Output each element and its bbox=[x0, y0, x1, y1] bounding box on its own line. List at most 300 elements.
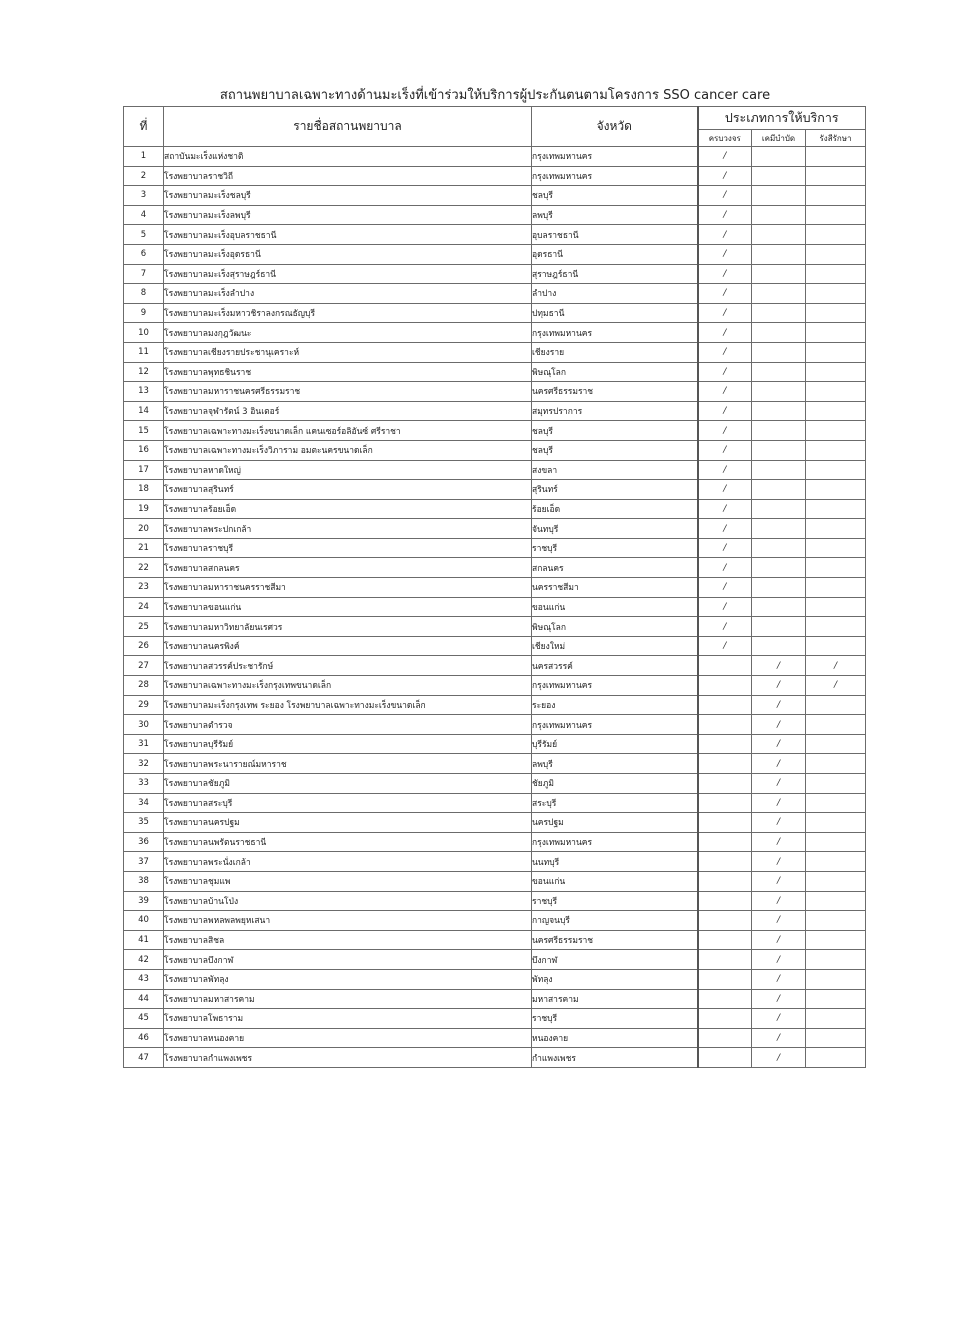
radiotherapy-mark bbox=[806, 774, 866, 794]
row-number: 10 bbox=[124, 323, 164, 343]
table-row bbox=[124, 147, 866, 167]
row-number: 35 bbox=[124, 813, 164, 833]
hospital-name: โรงพยาบาลกำแพงเพชร bbox=[164, 1048, 532, 1068]
table-row bbox=[124, 460, 866, 480]
table-row bbox=[124, 323, 866, 343]
province: กาญจนบุรี bbox=[532, 911, 698, 931]
radiotherapy-mark: / bbox=[806, 676, 866, 696]
comprehensive-mark bbox=[698, 1028, 752, 1048]
comprehensive-mark: / bbox=[698, 401, 752, 421]
table-row bbox=[124, 205, 866, 225]
radiotherapy-mark bbox=[806, 832, 866, 852]
table-row bbox=[124, 754, 866, 774]
hospital-name: โรงพยาบาลมหาสารคาม bbox=[164, 989, 532, 1009]
comprehensive-mark: / bbox=[698, 147, 752, 167]
comprehensive-mark: / bbox=[698, 636, 752, 656]
comprehensive-mark: / bbox=[698, 166, 752, 186]
province: ระยอง bbox=[532, 695, 698, 715]
hospital-name: โรงพยาบาลหาดใหญ่ bbox=[164, 460, 532, 480]
hospital-name: โรงพยาบาลมะเร็งลพบุรี bbox=[164, 205, 532, 225]
chemotherapy-mark: / bbox=[752, 813, 806, 833]
comprehensive-mark: / bbox=[698, 499, 752, 519]
radiotherapy-mark bbox=[806, 538, 866, 558]
province: ชลบุรี bbox=[532, 421, 698, 441]
hospital-name: โรงพยาบาลมะเร็งกรุงเทพ ระยอง โรงพยาบาลเฉพาะทางมะเร็งขนาดเล็ก bbox=[164, 695, 532, 715]
comprehensive-mark: / bbox=[698, 538, 752, 558]
row-number: 9 bbox=[124, 303, 164, 323]
hospital-name: โรงพยาบาลมหาราชนครศรีธรรมราช bbox=[164, 382, 532, 402]
table-row bbox=[124, 695, 866, 715]
radiotherapy-mark bbox=[806, 323, 866, 343]
province: กำแพงเพชร bbox=[532, 1048, 698, 1068]
radiotherapy-mark bbox=[806, 1028, 866, 1048]
row-number: 7 bbox=[124, 264, 164, 284]
comprehensive-mark bbox=[698, 989, 752, 1009]
hospital-name: โรงพยาบาลราชวิถี bbox=[164, 166, 532, 186]
chemotherapy-mark bbox=[752, 597, 806, 617]
table-row bbox=[124, 1048, 866, 1068]
hospital-name: โรงพยาบาลราชบุรี bbox=[164, 538, 532, 558]
chemotherapy-mark: / bbox=[752, 695, 806, 715]
radiotherapy-mark bbox=[806, 578, 866, 598]
comprehensive-mark bbox=[698, 950, 752, 970]
hospital-name: โรงพยาบาลพระนั่งเกล้า bbox=[164, 852, 532, 872]
province: ราชบุรี bbox=[532, 1009, 698, 1029]
table-row bbox=[124, 793, 866, 813]
chemotherapy-mark bbox=[752, 519, 806, 539]
radiotherapy-mark bbox=[806, 617, 866, 637]
row-number: 36 bbox=[124, 832, 164, 852]
province: นนทบุรี bbox=[532, 852, 698, 872]
radiotherapy-mark bbox=[806, 303, 866, 323]
comprehensive-mark bbox=[698, 930, 752, 950]
chemotherapy-mark bbox=[752, 578, 806, 598]
chemotherapy-mark bbox=[752, 205, 806, 225]
province: ปทุมธานี bbox=[532, 303, 698, 323]
table-row bbox=[124, 969, 866, 989]
table-body bbox=[124, 147, 866, 1068]
table-row bbox=[124, 676, 866, 696]
province: อุบลราชธานี bbox=[532, 225, 698, 245]
radiotherapy-mark: / bbox=[806, 656, 866, 676]
row-number: 8 bbox=[124, 284, 164, 304]
table-row bbox=[124, 303, 866, 323]
chemotherapy-mark bbox=[752, 460, 806, 480]
hospital-name: โรงพยาบาลมะเร็งชลบุรี bbox=[164, 186, 532, 206]
chemotherapy-mark bbox=[752, 225, 806, 245]
table-row bbox=[124, 930, 866, 950]
comprehensive-mark bbox=[698, 832, 752, 852]
province: กรุงเทพมหานคร bbox=[532, 147, 698, 167]
radiotherapy-mark bbox=[806, 813, 866, 833]
table-row bbox=[124, 734, 866, 754]
table-row bbox=[124, 950, 866, 970]
comprehensive-mark: / bbox=[698, 480, 752, 500]
comprehensive-mark bbox=[698, 891, 752, 911]
row-number: 34 bbox=[124, 793, 164, 813]
chemotherapy-mark bbox=[752, 323, 806, 343]
radiotherapy-mark bbox=[806, 558, 866, 578]
radiotherapy-mark bbox=[806, 989, 866, 1009]
province: ราชบุรี bbox=[532, 538, 698, 558]
hospital-name: โรงพยาบาลพัทลุง bbox=[164, 969, 532, 989]
province: พัทลุง bbox=[532, 969, 698, 989]
province: สระบุรี bbox=[532, 793, 698, 813]
table-row bbox=[124, 225, 866, 245]
comprehensive-mark bbox=[698, 852, 752, 872]
row-number: 13 bbox=[124, 382, 164, 402]
chemotherapy-mark bbox=[752, 147, 806, 167]
radiotherapy-mark bbox=[806, 460, 866, 480]
comprehensive-mark: / bbox=[698, 597, 752, 617]
table-row bbox=[124, 989, 866, 1009]
table-row bbox=[124, 774, 866, 794]
comprehensive-mark: / bbox=[698, 382, 752, 402]
chemotherapy-mark bbox=[752, 421, 806, 441]
table-row bbox=[124, 421, 866, 441]
chemotherapy-mark: / bbox=[752, 774, 806, 794]
chemotherapy-mark bbox=[752, 362, 806, 382]
row-number: 43 bbox=[124, 969, 164, 989]
table-row bbox=[124, 558, 866, 578]
comprehensive-mark bbox=[698, 656, 752, 676]
chemotherapy-mark: / bbox=[752, 969, 806, 989]
table-row bbox=[124, 578, 866, 598]
province: จันทบุรี bbox=[532, 519, 698, 539]
row-number: 12 bbox=[124, 362, 164, 382]
comprehensive-mark bbox=[698, 695, 752, 715]
row-number: 31 bbox=[124, 734, 164, 754]
radiotherapy-mark bbox=[806, 225, 866, 245]
table-row bbox=[124, 382, 866, 402]
province: กรุงเทพมหานคร bbox=[532, 832, 698, 852]
province: นครศรีธรรมราช bbox=[532, 382, 698, 402]
comprehensive-mark bbox=[698, 1009, 752, 1029]
radiotherapy-mark bbox=[806, 205, 866, 225]
row-number: 29 bbox=[124, 695, 164, 715]
province: กรุงเทพมหานคร bbox=[532, 676, 698, 696]
chemotherapy-mark: / bbox=[752, 1048, 806, 1068]
radiotherapy-mark bbox=[806, 969, 866, 989]
row-number: 16 bbox=[124, 440, 164, 460]
hospital-name: โรงพยาบาลร้อยเอ็ด bbox=[164, 499, 532, 519]
chemotherapy-mark bbox=[752, 499, 806, 519]
table-row bbox=[124, 597, 866, 617]
province: สมุทรปราการ bbox=[532, 401, 698, 421]
comprehensive-mark: / bbox=[698, 342, 752, 362]
chemotherapy-mark: / bbox=[752, 852, 806, 872]
row-number: 25 bbox=[124, 617, 164, 637]
row-number: 3 bbox=[124, 186, 164, 206]
province: สุรินทร์ bbox=[532, 480, 698, 500]
hospital-name: โรงพยาบาลตำรวจ bbox=[164, 715, 532, 735]
table-row bbox=[124, 440, 866, 460]
province: นครปฐม bbox=[532, 813, 698, 833]
comprehensive-mark bbox=[698, 676, 752, 696]
table-row bbox=[124, 186, 866, 206]
row-number: 1 bbox=[124, 147, 164, 167]
comprehensive-mark: / bbox=[698, 323, 752, 343]
radiotherapy-mark bbox=[806, 734, 866, 754]
radiotherapy-mark bbox=[806, 166, 866, 186]
hospital-name: โรงพยาบาลนพรัตนราชธานี bbox=[164, 832, 532, 852]
province: กรุงเทพมหานคร bbox=[532, 166, 698, 186]
radiotherapy-mark bbox=[806, 284, 866, 304]
province: ร้อยเอ็ด bbox=[532, 499, 698, 519]
chemotherapy-mark: / bbox=[752, 891, 806, 911]
table-row bbox=[124, 715, 866, 735]
hospital-name: โรงพยาบาลชุมแพ bbox=[164, 871, 532, 891]
comprehensive-mark: / bbox=[698, 205, 752, 225]
table-row bbox=[124, 1009, 866, 1029]
hospital-name: โรงพยาบาลมงกุฎวัฒนะ bbox=[164, 323, 532, 343]
chemotherapy-mark: / bbox=[752, 676, 806, 696]
province: ลพบุรี bbox=[532, 205, 698, 225]
comprehensive-mark: / bbox=[698, 578, 752, 598]
province: พิษณุโลก bbox=[532, 362, 698, 382]
radiotherapy-mark bbox=[806, 519, 866, 539]
radiotherapy-mark bbox=[806, 480, 866, 500]
radiotherapy-mark bbox=[806, 715, 866, 735]
radiotherapy-mark bbox=[806, 950, 866, 970]
hospital-name: โรงพยาบาลสุรินทร์ bbox=[164, 480, 532, 500]
hospital-name: โรงพยาบาลพหลพลพยุหเสนา bbox=[164, 911, 532, 931]
row-number: 17 bbox=[124, 460, 164, 480]
province: บึงกาฬ bbox=[532, 950, 698, 970]
province: ขอนแก่น bbox=[532, 871, 698, 891]
header-hospital-name: รายชื่อสถานพยาบาล bbox=[164, 107, 532, 147]
radiotherapy-mark bbox=[806, 244, 866, 264]
hospital-name: โรงพยาบาลมะเร็งมหาวชิราลงกรณธัญบุรี bbox=[164, 303, 532, 323]
comprehensive-mark: / bbox=[698, 186, 752, 206]
radiotherapy-mark bbox=[806, 793, 866, 813]
radiotherapy-mark bbox=[806, 695, 866, 715]
row-number: 46 bbox=[124, 1028, 164, 1048]
row-number: 41 bbox=[124, 930, 164, 950]
hospital-name: โรงพยาบาลโพธาราม bbox=[164, 1009, 532, 1029]
row-number: 32 bbox=[124, 754, 164, 774]
hospital-name: โรงพยาบาลพุทธชินราช bbox=[164, 362, 532, 382]
chemotherapy-mark bbox=[752, 382, 806, 402]
row-number: 15 bbox=[124, 421, 164, 441]
table-row bbox=[124, 499, 866, 519]
chemotherapy-mark bbox=[752, 440, 806, 460]
header-no: ที่ bbox=[124, 107, 164, 147]
hospital-name: โรงพยาบาลขอนแก่น bbox=[164, 597, 532, 617]
row-number: 5 bbox=[124, 225, 164, 245]
radiotherapy-mark bbox=[806, 1048, 866, 1068]
document-title: สถานพยาบาลเฉพาะทางด้านมะเร็งที่เข้าร่วมให้บริการผู้ประกันตนตามโครงการ SSO cancer care bbox=[219, 88, 771, 103]
province: สกลนคร bbox=[532, 558, 698, 578]
row-number: 44 bbox=[124, 989, 164, 1009]
table-row bbox=[124, 362, 866, 382]
hospital-table bbox=[123, 106, 866, 1068]
comprehensive-mark bbox=[698, 813, 752, 833]
chemotherapy-mark bbox=[752, 342, 806, 362]
row-number: 18 bbox=[124, 480, 164, 500]
chemotherapy-mark bbox=[752, 303, 806, 323]
row-number: 33 bbox=[124, 774, 164, 794]
hospital-name: โรงพยาบาลบุรีรัมย์ bbox=[164, 734, 532, 754]
row-number: 14 bbox=[124, 401, 164, 421]
radiotherapy-mark bbox=[806, 871, 866, 891]
chemotherapy-mark: / bbox=[752, 656, 806, 676]
province: หนองคาย bbox=[532, 1028, 698, 1048]
table-row bbox=[124, 264, 866, 284]
hospital-name: โรงพยาบาลสวรรค์ประชารักษ์ bbox=[164, 656, 532, 676]
radiotherapy-mark bbox=[806, 382, 866, 402]
chemotherapy-mark: / bbox=[752, 1009, 806, 1029]
province: บุรีรัมย์ bbox=[532, 734, 698, 754]
comprehensive-mark bbox=[698, 871, 752, 891]
table-row bbox=[124, 1028, 866, 1048]
hospital-name: โรงพยาบาลนครพิงค์ bbox=[164, 636, 532, 656]
radiotherapy-mark bbox=[806, 342, 866, 362]
radiotherapy-mark bbox=[806, 891, 866, 911]
table-row bbox=[124, 832, 866, 852]
table-row bbox=[124, 852, 866, 872]
hospital-name: โรงพยาบาลสกลนคร bbox=[164, 558, 532, 578]
table-row bbox=[124, 656, 866, 676]
comprehensive-mark: / bbox=[698, 617, 752, 637]
hospital-name: โรงพยาบาลเชียงรายประชานุเคราะห์ bbox=[164, 342, 532, 362]
hospital-name: โรงพยาบาลเฉพาะทางมะเร็งขนาดเล็ก แคนเซอร์อลิอันซ์ ศรีราชา bbox=[164, 421, 532, 441]
row-number: 2 bbox=[124, 166, 164, 186]
table-row bbox=[124, 538, 866, 558]
comprehensive-mark: / bbox=[698, 421, 752, 441]
comprehensive-mark: / bbox=[698, 460, 752, 480]
hospital-name: โรงพยาบาลมะเร็งอุบลราชธานี bbox=[164, 225, 532, 245]
chemotherapy-mark: / bbox=[752, 930, 806, 950]
radiotherapy-mark bbox=[806, 401, 866, 421]
hospital-name: โรงพยาบาลมะเร็งอุดรธานี bbox=[164, 244, 532, 264]
province: ลำปาง bbox=[532, 284, 698, 304]
row-number: 20 bbox=[124, 519, 164, 539]
row-number: 38 bbox=[124, 871, 164, 891]
province: ลพบุรี bbox=[532, 754, 698, 774]
comprehensive-mark bbox=[698, 754, 752, 774]
row-number: 37 bbox=[124, 852, 164, 872]
hospital-name: โรงพยาบาลมหาวิทยาลัยนเรศวร bbox=[164, 617, 532, 637]
radiotherapy-mark bbox=[806, 1009, 866, 1029]
province: ชลบุรี bbox=[532, 186, 698, 206]
radiotherapy-mark bbox=[806, 911, 866, 931]
chemotherapy-mark: / bbox=[752, 950, 806, 970]
table-row bbox=[124, 636, 866, 656]
table-row bbox=[124, 342, 866, 362]
hospital-name: โรงพยาบาลบึงกาฬ bbox=[164, 950, 532, 970]
table-row bbox=[124, 284, 866, 304]
province: นครศรีธรรมราช bbox=[532, 930, 698, 950]
row-number: 19 bbox=[124, 499, 164, 519]
chemotherapy-mark bbox=[752, 186, 806, 206]
comprehensive-mark: / bbox=[698, 519, 752, 539]
table-row bbox=[124, 617, 866, 637]
hospital-name: โรงพยาบาลพระนารายณ์มหาราช bbox=[164, 754, 532, 774]
radiotherapy-mark bbox=[806, 362, 866, 382]
row-number: 28 bbox=[124, 676, 164, 696]
chemotherapy-mark bbox=[752, 558, 806, 578]
row-number: 30 bbox=[124, 715, 164, 735]
hospital-name: โรงพยาบาลมะเร็งสุราษฎร์ธานี bbox=[164, 264, 532, 284]
comprehensive-mark bbox=[698, 1048, 752, 1068]
comprehensive-mark: / bbox=[698, 362, 752, 382]
row-number: 6 bbox=[124, 244, 164, 264]
comprehensive-mark: / bbox=[698, 284, 752, 304]
chemotherapy-mark bbox=[752, 284, 806, 304]
province: ชัยภูมิ bbox=[532, 774, 698, 794]
comprehensive-mark: / bbox=[698, 558, 752, 578]
province: เชียงราย bbox=[532, 342, 698, 362]
hospital-name: โรงพยาบาลพระปกเกล้า bbox=[164, 519, 532, 539]
province: นครราชสีมา bbox=[532, 578, 698, 598]
comprehensive-mark bbox=[698, 774, 752, 794]
province: ชลบุรี bbox=[532, 440, 698, 460]
comprehensive-mark bbox=[698, 715, 752, 735]
chemotherapy-mark bbox=[752, 244, 806, 264]
chemotherapy-mark bbox=[752, 617, 806, 637]
row-number: 42 bbox=[124, 950, 164, 970]
table-row bbox=[124, 871, 866, 891]
province: มหาสารคาม bbox=[532, 989, 698, 1009]
radiotherapy-mark bbox=[806, 147, 866, 167]
chemotherapy-mark bbox=[752, 401, 806, 421]
radiotherapy-mark bbox=[806, 852, 866, 872]
comprehensive-mark bbox=[698, 969, 752, 989]
radiotherapy-mark bbox=[806, 930, 866, 950]
hospital-name: สถาบันมะเร็งแห่งชาติ bbox=[164, 147, 532, 167]
radiotherapy-mark bbox=[806, 264, 866, 284]
table-row bbox=[124, 911, 866, 931]
chemotherapy-mark bbox=[752, 480, 806, 500]
hospital-name: โรงพยาบาลมะเร็งลำปาง bbox=[164, 284, 532, 304]
table-row bbox=[124, 166, 866, 186]
hospital-name: โรงพยาบาลบ้านโป่ง bbox=[164, 891, 532, 911]
hospital-name: โรงพยาบาลจุฬารัตน์ 3 อินเตอร์ bbox=[164, 401, 532, 421]
chemotherapy-mark: / bbox=[752, 989, 806, 1009]
hospital-name: โรงพยาบาลสระบุรี bbox=[164, 793, 532, 813]
chemotherapy-mark: / bbox=[752, 1028, 806, 1048]
chemotherapy-mark: / bbox=[752, 871, 806, 891]
province: ขอนแก่น bbox=[532, 597, 698, 617]
hospital-name: โรงพยาบาลชัยภูมิ bbox=[164, 774, 532, 794]
row-number: 47 bbox=[124, 1048, 164, 1068]
header-service-type: ประเภทการให้บริการ bbox=[698, 107, 866, 130]
province: กรุงเทพมหานคร bbox=[532, 323, 698, 343]
row-number: 23 bbox=[124, 578, 164, 598]
province: กรุงเทพมหานคร bbox=[532, 715, 698, 735]
radiotherapy-mark bbox=[806, 499, 866, 519]
row-number: 24 bbox=[124, 597, 164, 617]
radiotherapy-mark bbox=[806, 597, 866, 617]
row-number: 4 bbox=[124, 205, 164, 225]
comprehensive-mark: / bbox=[698, 244, 752, 264]
chemotherapy-mark: / bbox=[752, 793, 806, 813]
row-number: 45 bbox=[124, 1009, 164, 1029]
hospital-name: โรงพยาบาลเฉพาะทางมะเร็งวิภาราม อมตะนครขนาดเล็ก bbox=[164, 440, 532, 460]
chemotherapy-mark bbox=[752, 264, 806, 284]
province: เชียงใหม่ bbox=[532, 636, 698, 656]
province: สุราษฎร์ธานี bbox=[532, 264, 698, 284]
chemotherapy-mark: / bbox=[752, 911, 806, 931]
row-number: 39 bbox=[124, 891, 164, 911]
row-number: 21 bbox=[124, 538, 164, 558]
table-row bbox=[124, 480, 866, 500]
row-number: 22 bbox=[124, 558, 164, 578]
radiotherapy-mark bbox=[806, 186, 866, 206]
table-row bbox=[124, 244, 866, 264]
row-number: 27 bbox=[124, 656, 164, 676]
